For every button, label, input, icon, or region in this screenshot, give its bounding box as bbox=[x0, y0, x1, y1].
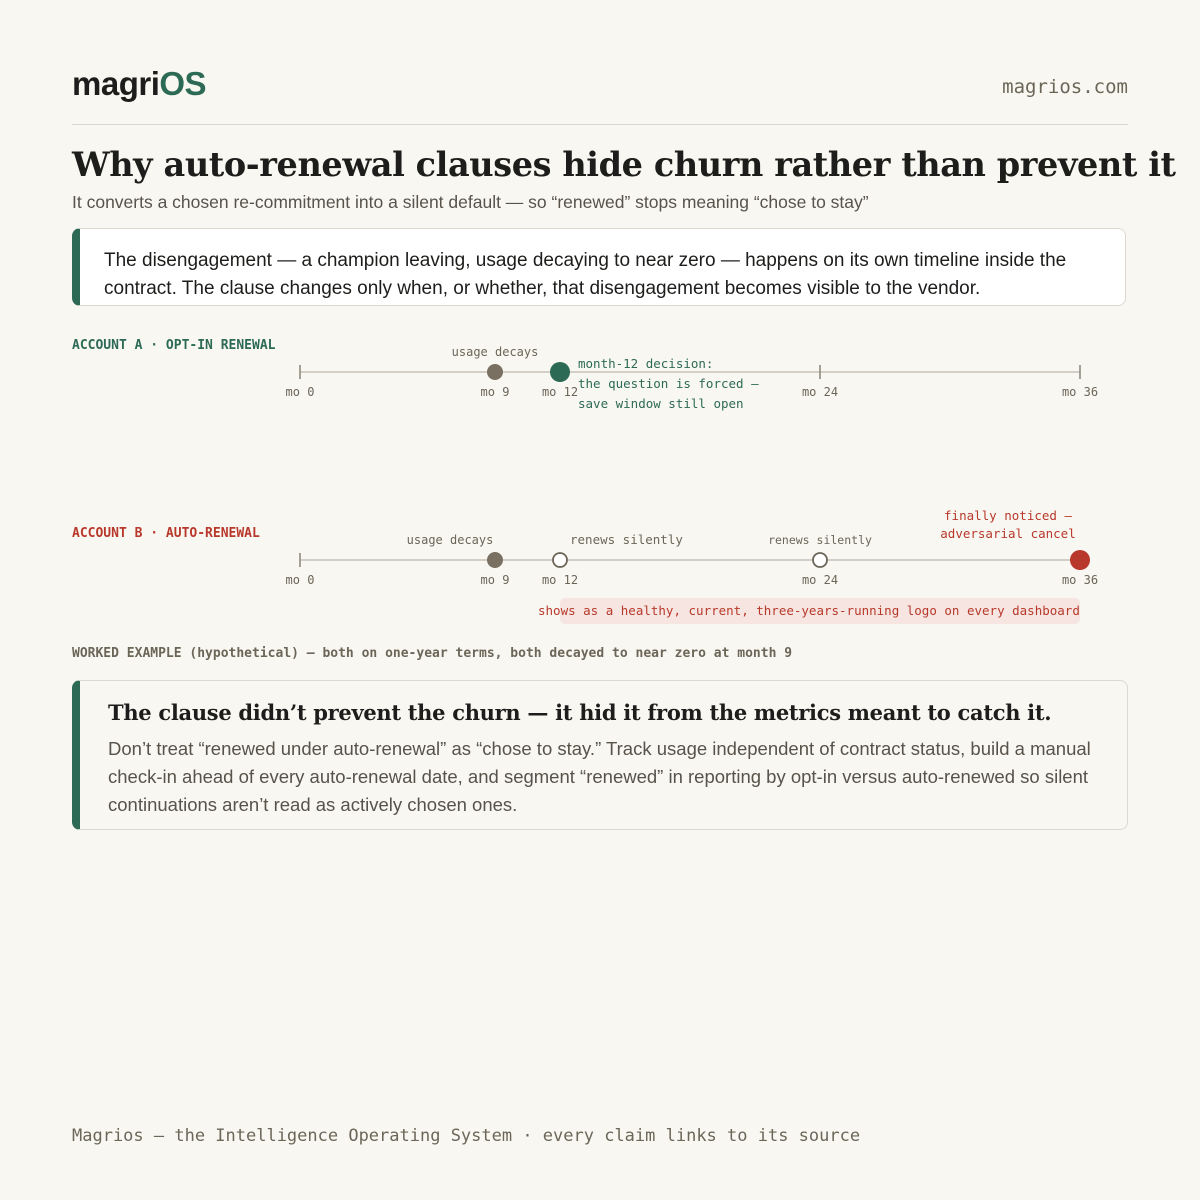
context-callout bbox=[72, 228, 1126, 306]
account-a-tick-label: mo 24 bbox=[801, 385, 839, 399]
site-link[interactable]: magrios.com bbox=[1002, 76, 1128, 98]
account-b-silent-renewal-label: renews silently bbox=[570, 532, 683, 547]
account-a-tick-label: mo 9 bbox=[480, 385, 510, 399]
dashboard-note-text: shows as a healthy, current, three-years-running logo on every dashboard bbox=[538, 603, 1080, 618]
account-a-label: ACCOUNT A · OPT-IN RENEWAL bbox=[72, 338, 276, 353]
account-b-track bbox=[286, 508, 1099, 624]
account-b-silent-renewal-label: renews silently bbox=[768, 533, 872, 547]
footer-tagline: Magrios — the Intelligence Operating System · every claim links to its source bbox=[72, 1126, 861, 1146]
takeaway-heading: The clause didn’t prevent the churn — it hid it from the metrics meant to catch it. bbox=[108, 700, 1052, 725]
account-a-tick-label: mo 36 bbox=[1061, 385, 1099, 399]
worked-example-note: WORKED EXAMPLE (hypothetical) — both on one-year terms, both decayed to near zero at month 9 bbox=[72, 646, 793, 661]
account-b-silent-renewal-marker bbox=[553, 553, 567, 567]
page-subtitle: It converts a chosen re-commitment into a silent default — so “renewed” stops meaning “chose to stay” bbox=[72, 192, 869, 212]
account-b-silent-renewal-marker bbox=[813, 553, 827, 567]
header bbox=[72, 66, 1128, 125]
callout-text: The disengagement — a champion leaving, usage decaying to near zero — happens on its own timeline inside the contract. The clause changes only when, or whether, that disengagement becomes visible to the vendor. bbox=[104, 250, 1067, 299]
account-a-tick-label: mo 0 bbox=[285, 385, 315, 399]
account-b-cancel-marker bbox=[1070, 550, 1090, 570]
account-b-decay-label: usage decays bbox=[406, 533, 494, 547]
account-b-tick-label: mo 9 bbox=[480, 573, 510, 587]
account-a-decision-label: the question is forced — bbox=[578, 376, 759, 391]
account-a-decay-label: usage decays bbox=[451, 345, 539, 359]
account-b-tick-label: mo 12 bbox=[541, 573, 579, 587]
logo-part-os: OS bbox=[159, 65, 207, 102]
account-a-decay-marker bbox=[487, 364, 503, 380]
account-b-cancel-label: finally noticed — bbox=[944, 508, 1072, 523]
account-a-track bbox=[286, 345, 1099, 411]
timeline-diagram bbox=[0, 320, 1200, 640]
account-b-decay-marker bbox=[487, 552, 503, 568]
magrios-logo[interactable] bbox=[72, 66, 206, 102]
account-a-decision-label: save window still open bbox=[578, 396, 744, 411]
account-b-tick-label: mo 0 bbox=[285, 573, 315, 587]
account-a-decision-label: month-12 decision: bbox=[578, 356, 714, 371]
logo-part-magri: magri bbox=[72, 65, 160, 102]
takeaway-card bbox=[72, 680, 1128, 830]
account-b-tick-label: mo 36 bbox=[1061, 573, 1099, 587]
account-b-label: ACCOUNT B · AUTO-RENEWAL bbox=[72, 526, 260, 541]
page-title: Why auto-renewal clauses hide churn rather than prevent it bbox=[72, 145, 1176, 184]
account-b-cancel-label: adversarial cancel bbox=[940, 526, 1076, 541]
account-b-tick-label: mo 24 bbox=[801, 573, 839, 587]
takeaway-body: Don’t treat “renewed under auto-renewal” as “chose to stay.” Track usage independent of contract status, build a manual check-in ahead of every auto-renewal date, and segment “renewed” in reporting by opt-in versus auto-renewed so silent continuations aren’t read as actively chosen ones. bbox=[108, 738, 1091, 815]
account-a-tick-label: mo 12 bbox=[541, 385, 579, 399]
account-a-decision-marker bbox=[550, 362, 570, 382]
